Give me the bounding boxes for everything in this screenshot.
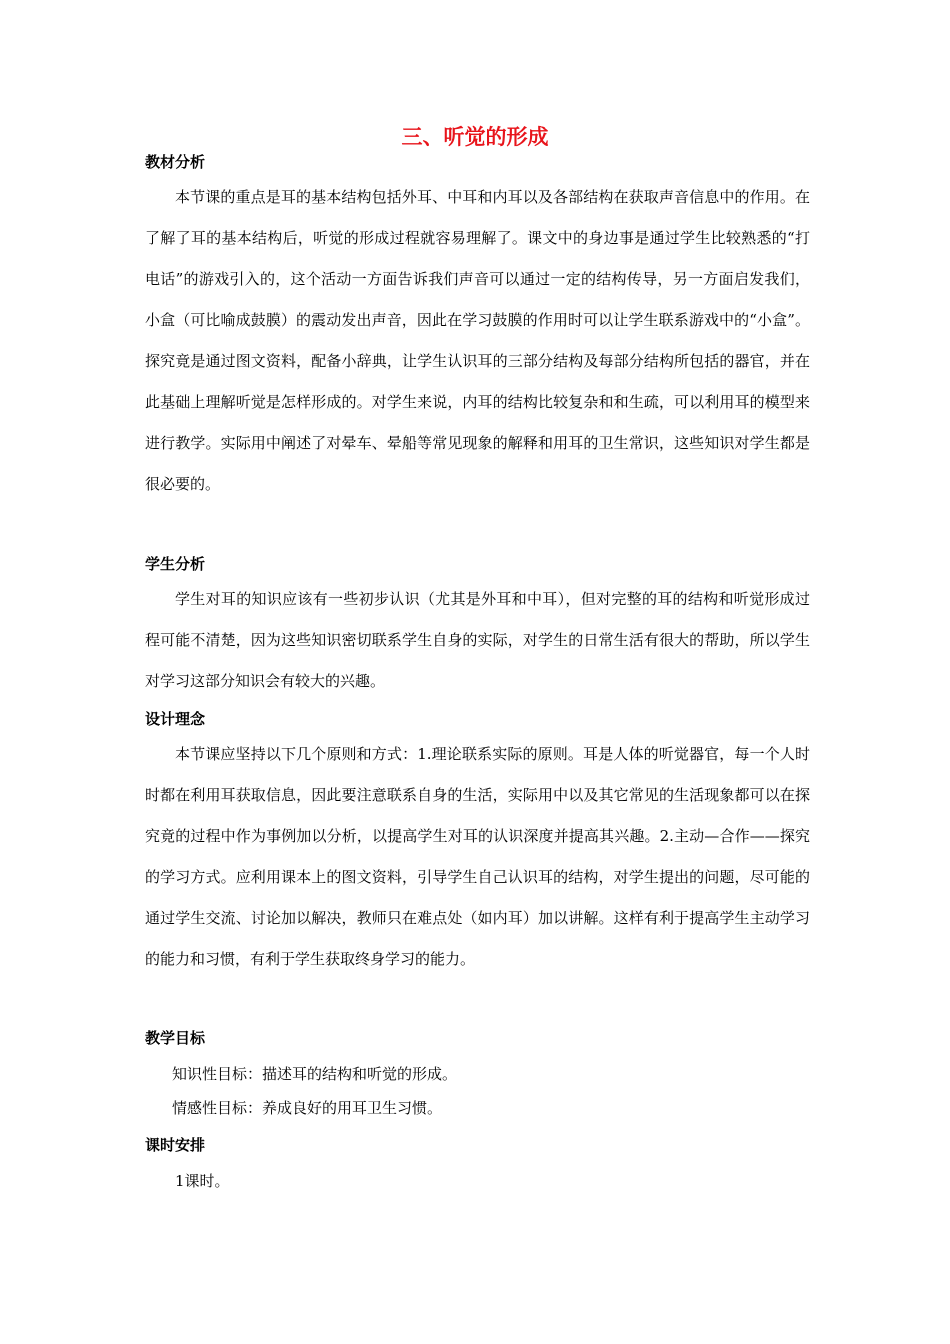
- objective-knowledge: 知识性目标：描述耳的结构和听觉的形成。: [172, 1065, 458, 1083]
- section-body-textbook-analysis: 本节课的重点是耳的基本结构包括外耳、中耳和内耳以及各部结构在获取声音信息中的作用。在了解了耳的基本结构后，听觉的形成过程就容易理解了。课文中的身边事是通过学生比较熟悉的“打电话”的游戏引入的，这个活动一方面告诉我们声音可以通过一定的结构传导，另一方面启发我们，小盒（可比喻成鼓膜）的震动发出声音，因此在学习鼓膜的作用时可以让学生联系游戏中的“小盒”。探究竟是通过图文资料，配备小辞典，让学生认识耳的三部分结构及每部分结构所包括的器官，并在此基础上理解听觉是怎样形成的。对学生来说，内耳的结构比较复杂和和生疏，可以利用耳的模型来进行教学。实际用中阐述了对晕车、晕船等常见现象的解释和用耳的卫生常识，这些知识对学生都是很必要的。: [145, 188, 810, 493]
- section-heading-student-analysis: 学生分析: [145, 555, 206, 573]
- class-hours-value: 1课时。: [175, 1172, 230, 1190]
- document-title: 三、听觉的形成: [401, 125, 549, 149]
- objective-emotional: 情感性目标：养成良好的用耳卫生习惯。: [172, 1099, 443, 1117]
- section-heading-design-concept: 设计理念: [145, 710, 206, 728]
- section-heading-teaching-objectives: 教学目标: [145, 1029, 206, 1047]
- section-heading-textbook-analysis: 教材分析: [145, 153, 206, 171]
- section-heading-class-hours: 课时安排: [145, 1136, 206, 1154]
- section-body-design-concept: 本节课应坚持以下几个原则和方式：1.理论联系实际的原则。耳是人体的听觉器官，每一个人时时都在利用耳获取信息，因此要注意联系自身的生活，实际用中以及其它常见的生活现象都可以在探究竟的过程中作为事例加以分析，以提高学生对耳的认识深度并提高其兴趣。2.主动—合作——探究的学习方式。应利用课本上的图文资料，引导学生自己认识耳的结构，对学生提出的问题，尽可能的通过学生交流、讨论加以解决，教师只在难点处（如内耳）加以讲解。这样有利于提高学生主动学习的能力和习惯，有利于学生获取终身学习的能力。: [145, 745, 810, 968]
- section-body-student-analysis: 学生对耳的知识应该有一些初步认识（尤其是外耳和中耳），但对完整的耳的结构和听觉形成过程可能不清楚，因为这些知识密切联系学生自身的实际，对学生的日常生活有很大的帮助，所以学生对学习这部分知识会有较大的兴趣。: [145, 590, 810, 690]
